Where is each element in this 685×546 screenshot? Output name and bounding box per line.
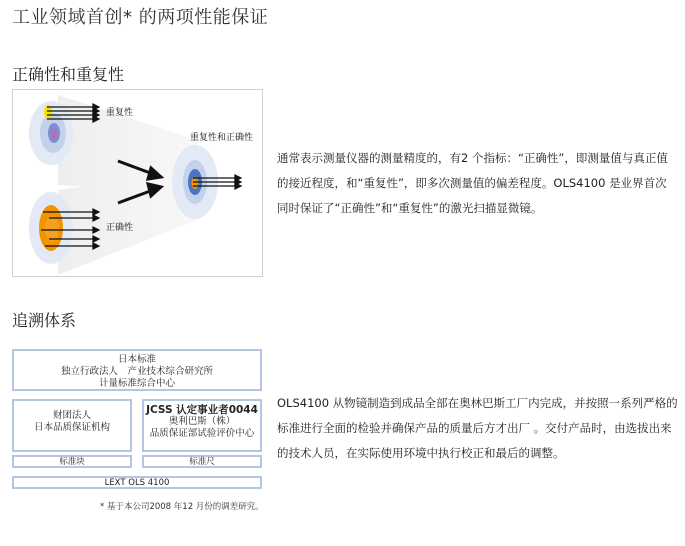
label-accuracy: 正确性 [106,223,134,233]
traceability-diagram [12,349,262,499]
box-line: 品质保证部试验评价中心 [149,428,255,439]
box-line: 日本品质保证机构 [33,422,110,433]
box-line: 独立行政法人 产业技术综合研究所 [60,366,213,377]
bar-gauge-block: 标准块 [12,455,132,468]
label-repeatability: 重复性 [106,108,134,118]
box-line: 计量标准综合中心 [98,378,175,389]
footnote: * 基于本公司2008 年12 月份的调差研究。 [100,502,264,512]
jcss-number: 0044 [228,404,258,416]
accuracy-description: 通常表示测量仪器的测量精度的，有2 个指标：“正确性”，即测量值与真正值的接近程度，和“重复性”，即多次测量值的偏差程度。OLS4100 是业界首次同时保证了“正确性”和“重复性”的激光扫描显微镜。 [277,151,668,215]
label-both: 重复性和正确性 [190,133,254,143]
box-line-jcss [144,404,260,416]
jcss-label: JCSS 认定事业者 [146,404,229,416]
accuracy-repeatability-figure [12,89,263,277]
target-accuracy-icon [29,192,73,264]
box-quality-assurance-org [12,399,132,452]
traceability-description: OLS4100 从物镜制造到成品全部在奥林巴斯工厂内完成，并按照一系列严格的标准进行全面的检验并确保产品的质量后方才出厂 。交付产品时，由选拔出来的技术人员，在实际使用环境中执行校正和最后的调整。 [277,396,678,460]
page-title: 工业领域首创* 的两项性能保证 [12,7,269,28]
bar-standard-scale: 标准尺 [142,455,262,468]
bar-product: LEXT OLS 4100 [12,476,262,489]
box-line: 日本标准 [117,354,156,365]
box-line: 奥利巴斯（株） [168,416,236,427]
section-heading-traceability: 追溯体系 [12,311,77,330]
box-line: 财团法人 [52,410,91,421]
box-jcss-olympus [142,399,262,452]
section-heading-accuracy: 正确性和重复性 [12,65,125,84]
box-national-standard [12,349,262,391]
